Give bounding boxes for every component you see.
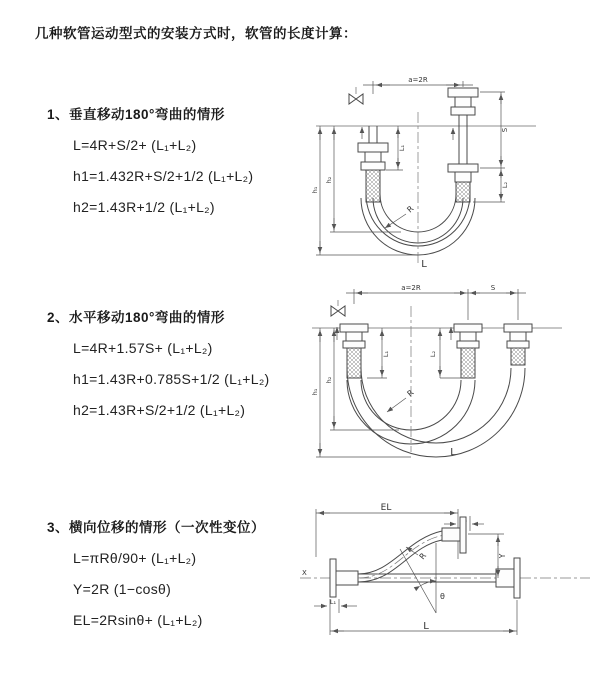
dim-label-l1: L₁ xyxy=(329,598,337,606)
dim-label-l1: L₁ xyxy=(382,350,390,358)
page-title: 几种软管运动型式的安装方式时，软管的长度计算： xyxy=(35,26,357,41)
dim-label-el: EL xyxy=(380,503,392,513)
diagram-vertical-180-bend xyxy=(306,68,578,275)
braided-hose-middle xyxy=(461,348,475,378)
radius-label-r: R xyxy=(405,204,416,215)
length-label-l: L xyxy=(423,621,429,632)
formula-line: h2=1.43R+S/2+1/2 (L₁+L₂) xyxy=(73,402,246,418)
dim-label-h2: h₂ xyxy=(325,176,333,184)
dim-label-y: Y xyxy=(498,553,507,559)
dim-label-s: S xyxy=(501,127,509,133)
section-1-heading: 1、垂直移动180°弯曲的情形 xyxy=(47,107,225,122)
formula-line: EL=2Rsinθ+ (L₁+L₂) xyxy=(73,612,203,628)
technical-drawing-1 xyxy=(306,68,578,270)
dim-label-a2r: a=2R xyxy=(408,76,428,84)
dim-label-h2: h₂ xyxy=(325,376,333,384)
formula-line: h2=1.43R+1/2 (L₁+L₂) xyxy=(73,199,215,215)
radius-label-r: R xyxy=(417,551,429,562)
formula-line: L=πRθ/90+ (L₁+L₂) xyxy=(73,550,197,566)
radius-label-r: R xyxy=(405,388,416,399)
technical-drawing-3 xyxy=(296,503,596,651)
braided-hose-left xyxy=(366,170,380,202)
valve-icon xyxy=(349,87,363,104)
formula-line: h1=1.432R+S/2+1/2 (L₁+L₂) xyxy=(73,168,254,184)
formula-line: Y=2R (1−cosθ) xyxy=(73,581,172,597)
angle-label-theta: θ xyxy=(440,592,445,601)
braided-hose-right xyxy=(456,182,470,202)
axis-label-x: X xyxy=(302,569,307,577)
section-1 xyxy=(47,103,327,230)
section-3-heading: 3、横向位移的情形（一次性变位） xyxy=(47,520,266,535)
dim-label-l2: L₂ xyxy=(429,350,437,358)
technical-drawing-2 xyxy=(304,280,592,462)
diagram-horizontal-180-bend xyxy=(304,280,592,467)
braided-hose-left xyxy=(347,348,361,378)
dim-label-h1: h₁ xyxy=(311,388,319,396)
section-2-heading: 2、水平移动180°弯曲的情形 xyxy=(47,310,225,325)
section-3 xyxy=(47,516,327,643)
formula-line: L=4R+S/2+ (L₁+L₂) xyxy=(73,137,197,153)
dim-label-l2: L₂ xyxy=(501,181,509,189)
dim-label-h1: h₁ xyxy=(311,186,319,194)
section-2 xyxy=(47,306,327,433)
length-label-l: L xyxy=(421,259,427,270)
dim-label-s: S xyxy=(490,284,496,292)
diagram-lateral-displacement xyxy=(296,503,596,656)
dim-label-a2r: a=2R xyxy=(401,284,421,292)
dim-label-l1: L₁ xyxy=(398,144,406,152)
length-label-l: L xyxy=(450,447,456,458)
formula-line: L=4R+1.57S+ (L₁+L₂) xyxy=(73,340,213,356)
formula-line: h1=1.43R+0.785S+1/2 (L₁+L₂) xyxy=(73,371,270,387)
valve-icon xyxy=(331,300,345,316)
braided-hose-right xyxy=(511,348,525,365)
